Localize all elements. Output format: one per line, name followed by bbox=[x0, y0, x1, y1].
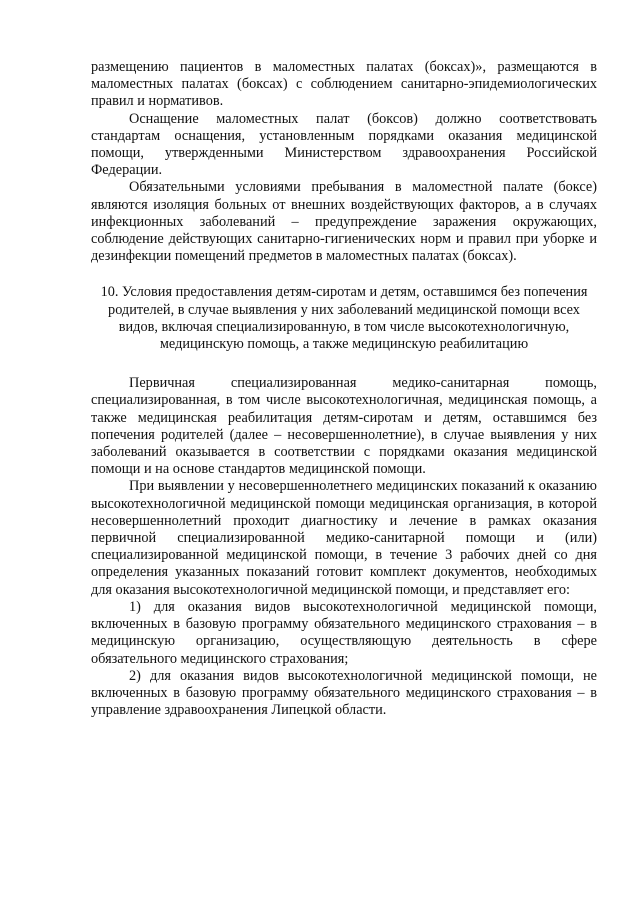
section-heading: 10. Условия предоставления детям-сиротам и детям, оставшимся без попечения родителей, в случае выявления у них заболеваний медицинской помощи всех видов, включая специализированную, в том числе высокотехнологичную, медицинскую помощь, а также медицинскую реабилитацию bbox=[100, 284, 588, 353]
paragraph-conditions: Обязательными условиями пребывания в маломестной палате (боксе) являются изоляция больных от внешних воздействующих факторов, а в случаях инфекционных заболеваний – предупреждение заражения окружающих, соблюдение действующих санитарно-гигиенических норм и правил при уборке и дезинфекции помещений предметов в маломестных палатах (боксах). bbox=[91, 179, 597, 265]
list-item-1: 1) для оказания видов высокотехнологичной медицинской помощи, включенных в базовую программу обязательного медицинского страхования – в медицинскую организацию, осуществляющую деятельность в сфере обязательного медицинского страхования; bbox=[91, 598, 597, 667]
paragraph-continuation: размещению пациентов в маломестных палатах (боксах)», размещаются в маломестных палатах (боксах) с соблюдением санитарно-эпидемиологических правил и нормативов. bbox=[91, 59, 597, 110]
paragraph-detection: При выявлении у несовершеннолетнего медицинских показаний к оказанию высокотехнологичной медицинской помощи медицинская организация, в которой несовершеннолетний проходит диагностику и лечение в рамках оказания первичной специализированной медико-санитарной помощи и (или) специализированной медицинской помощи, в течение 3 рабочих дней со дня определения указанных показаний готовит комплект документов, необходимых для оказания высокотехнологичной медицинской помощи, и представляет его: bbox=[91, 478, 597, 598]
document-page bbox=[91, 59, 597, 719]
list-item-2: 2) для оказания видов высокотехнологичной медицинской помощи, не включенных в базовую программу обязательного медицинского страхования – в управление здравоохранения Липецкой области. bbox=[91, 667, 597, 719]
paragraph-equipment: Оснащение маломестных палат (боксов) должно соответствовать стандартам оснащения, установленным порядками оказания медицинской помощи, утвержденными Министерством здравоохранения Российской Федерации. bbox=[91, 110, 597, 179]
paragraph-primary-care: Первичная специализированная медико-санитарная помощь, специализированная, в том числе высокотехнологичная, медицинская помощь, а также медицинская реабилитация детям-сиротам и детям, оставшимся без попечения родителей (далее – несовершеннолетние), в случае выявления у них заболеваний оказывается в соответствии с порядками оказания медицинской помощи и на основе стандартов медицинской помощи. bbox=[91, 375, 597, 478]
